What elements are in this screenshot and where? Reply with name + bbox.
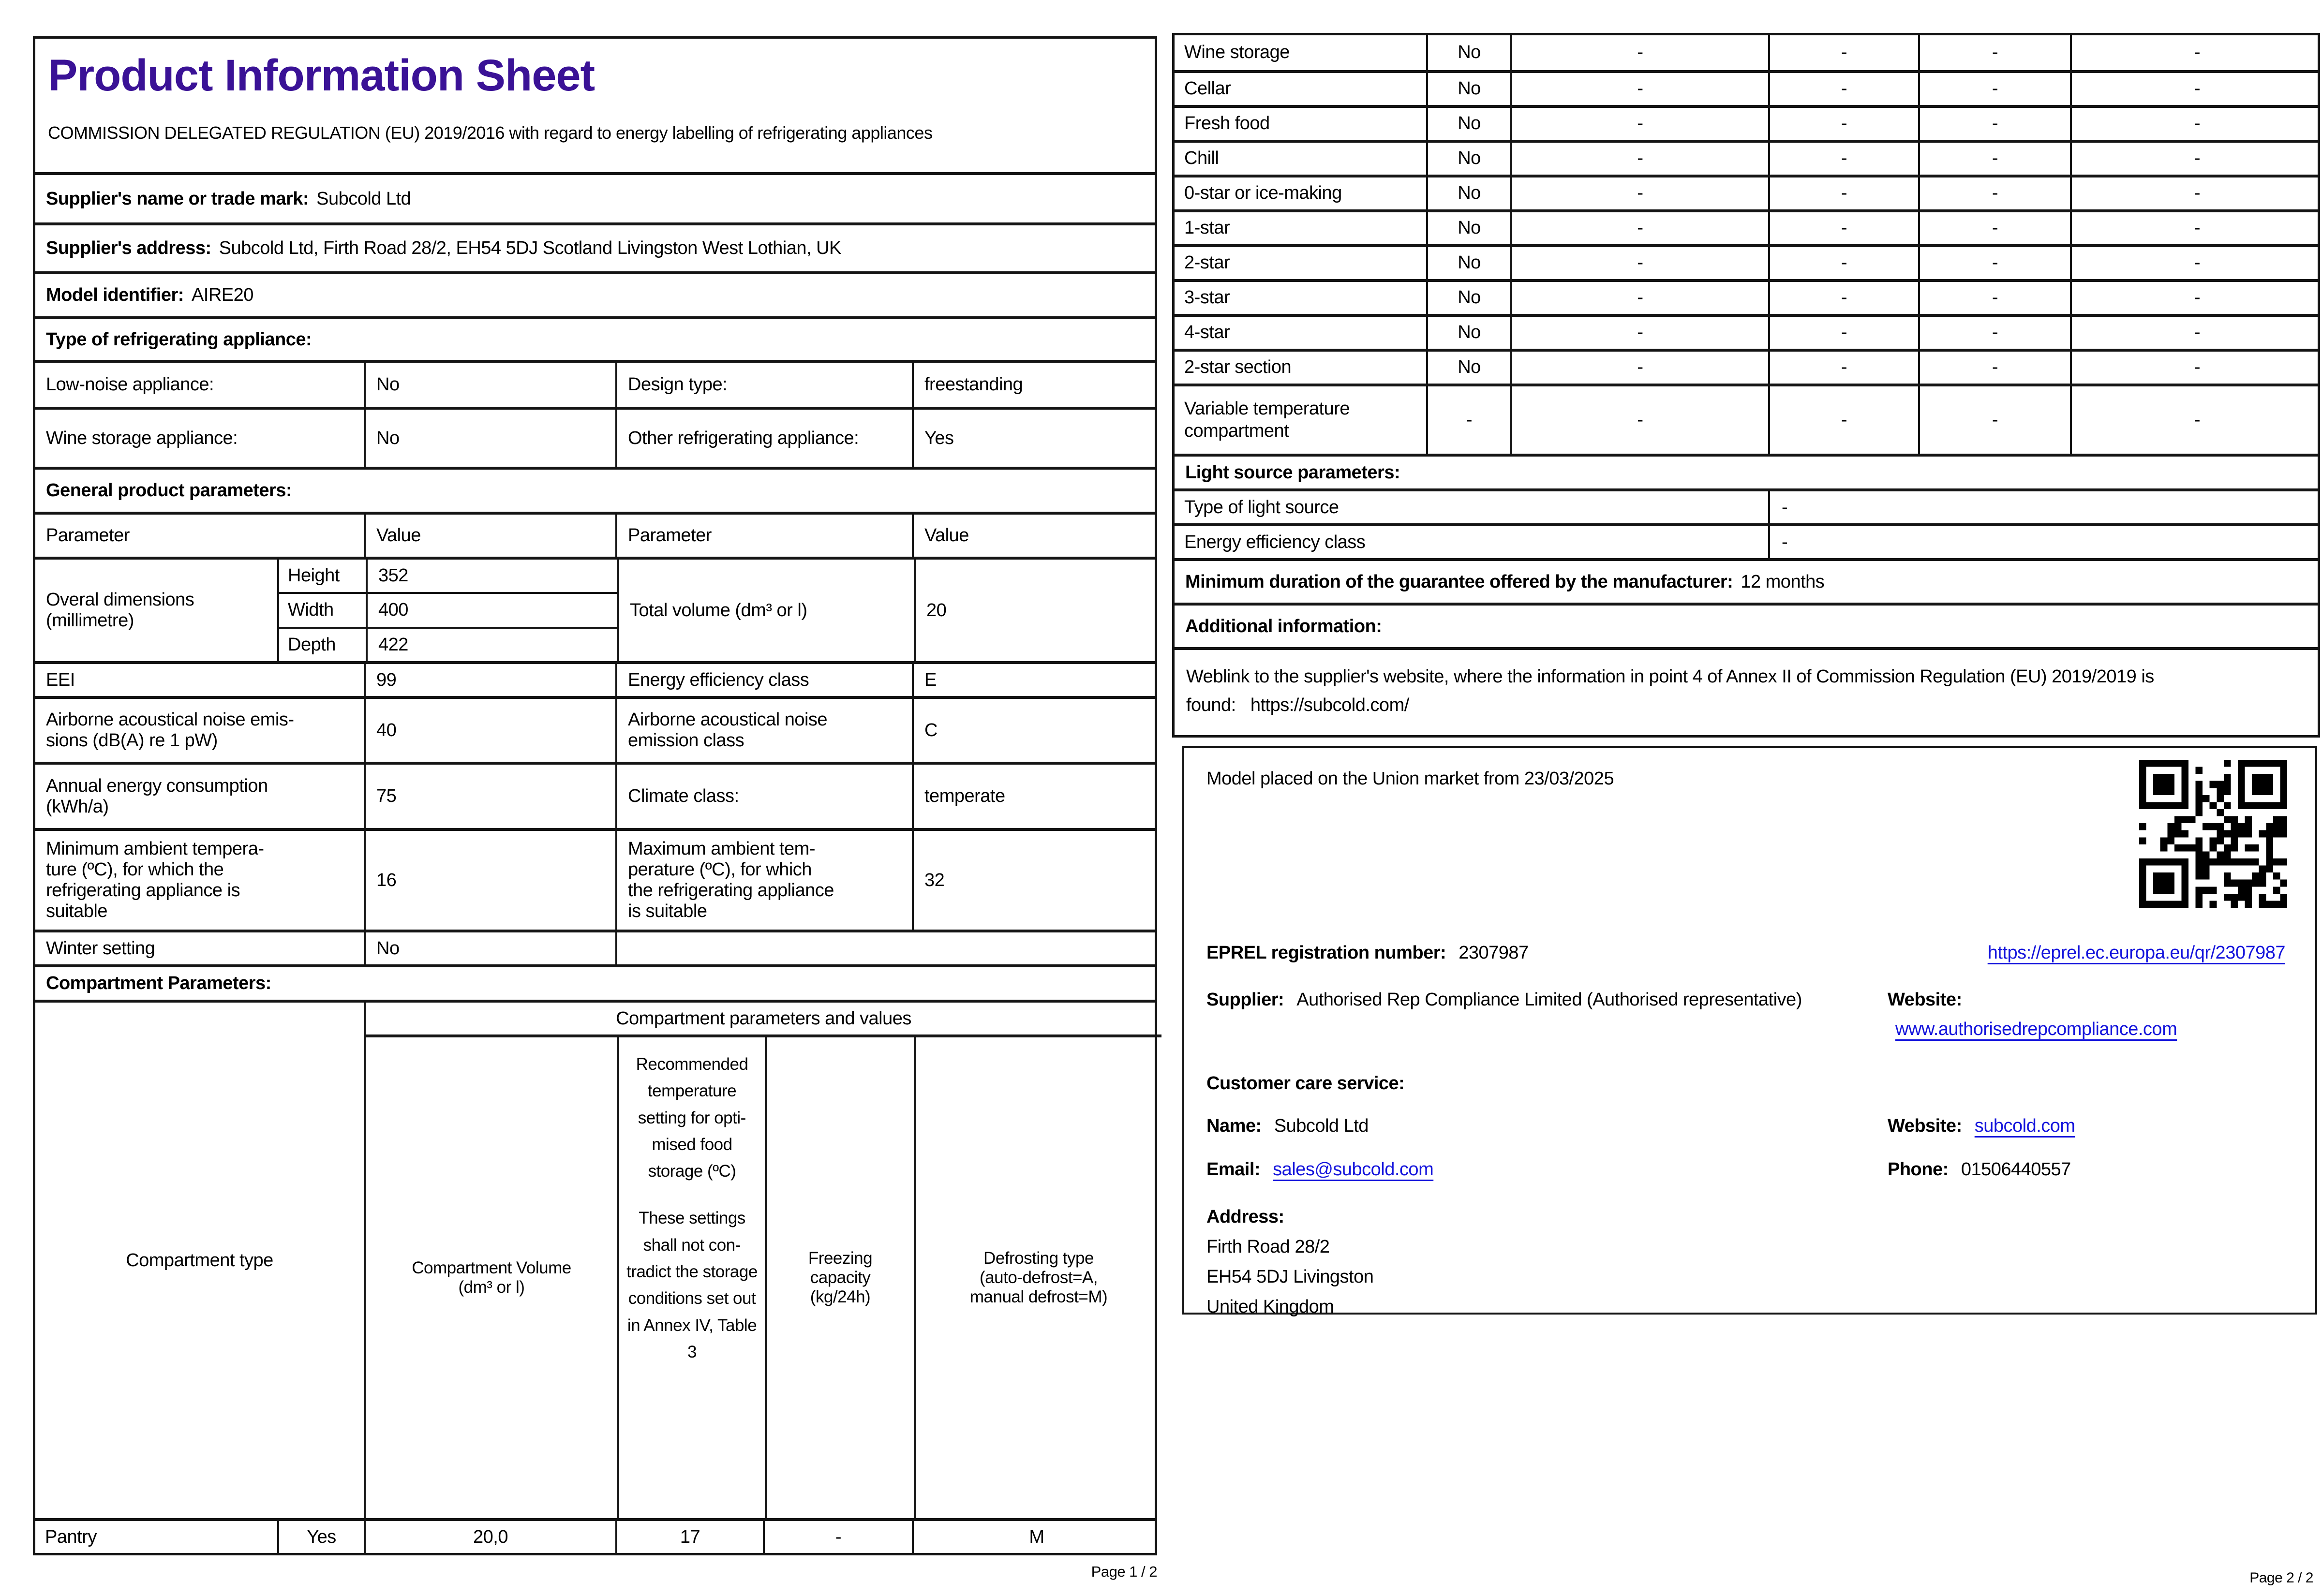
supplier-name-row — [35, 172, 1155, 222]
compartment-row-value: - — [1918, 143, 2070, 175]
noise-row — [35, 696, 1155, 762]
annual-energy-label: Annual energy consumption (kWh/a) — [46, 775, 268, 817]
compartment-temp-header: Recommended temperature setting for optimised food storage (ºC) These settings shall not contradict the storage conditions set out in Annex IV, Table 3 — [617, 1037, 765, 1518]
compartment-header — [35, 1000, 1155, 1518]
phone-label: Phone: — [1888, 1159, 1949, 1180]
dim-width-label: Width — [288, 600, 334, 621]
empty-cell — [615, 932, 1155, 964]
column-header-parameter: Parameter — [46, 525, 130, 546]
compartment-row-value: - — [1510, 352, 1768, 384]
pantry-volume: 20,0 — [364, 1521, 615, 1553]
pantry-present: Yes — [277, 1521, 364, 1553]
noise-class-value: C — [912, 699, 1160, 762]
name-value: Subcold Ltd — [1274, 1116, 1369, 1136]
climate-class-value: temperate — [912, 765, 1160, 828]
design-type-label: Design type: — [615, 363, 912, 407]
table-row — [1175, 244, 2318, 279]
table-row — [1175, 70, 2318, 105]
compartment-row-value: - — [1918, 212, 2070, 244]
light-type-label: Type of light source — [1184, 497, 1339, 517]
table-row — [279, 592, 617, 626]
table-row — [1175, 209, 2318, 244]
table-row — [1175, 140, 2318, 175]
dim-width-value: 400 — [366, 594, 617, 626]
defrosting-type-header: Defrosting type (auto-defrost=A, manual defrost=M) — [914, 1037, 1161, 1518]
regulation-subtitle: COMMISSION DELEGATED REGULATION (EU) 2019/2016 with regard to energy labelling of refrigerating appliances — [48, 122, 933, 143]
table-row — [1175, 349, 2318, 384]
compartment-row-label: 4-star — [1184, 322, 1230, 343]
compartment-row-value: - — [1510, 73, 1768, 105]
compartment-row-value: - — [1768, 108, 1918, 140]
compartment-row-value: - — [1510, 317, 1768, 349]
column-header-parameter: Parameter — [615, 515, 912, 557]
supplier-website — [1888, 985, 2236, 1044]
noise-label: Airborne acoustical noise emissions (dB(A) re 1 pW) — [46, 709, 295, 751]
compartment-row-value: - — [1768, 177, 1918, 209]
compartment-row-value: - — [1918, 282, 2070, 314]
compartment-row-value: No — [1426, 282, 1510, 314]
compartment-row-value: No — [1426, 73, 1510, 105]
compartment-row-value: No — [1426, 352, 1510, 384]
compartment-row-value: - — [1510, 212, 1768, 244]
compartment-row-value: - — [1918, 386, 2070, 454]
winter-setting-label: Winter setting — [46, 938, 155, 959]
compartment-row-value: - — [1918, 177, 2070, 209]
low-noise-row — [35, 360, 1155, 407]
annual-energy-value: 75 — [364, 765, 615, 828]
other-appliance-label: Other refrigerating appliance: — [615, 410, 912, 467]
compartment-row-label: Variable temperature compartment — [1184, 398, 1350, 441]
dim-height-label: Height — [288, 565, 340, 586]
compartment-row-value: No — [1426, 108, 1510, 140]
supplier-name-value: Subcold Ltd — [316, 188, 411, 209]
compartment-volume-header: Compartment Volume (dm³ or l) — [412, 1258, 571, 1297]
min-temp-value: 16 — [364, 831, 615, 930]
compartment-row-value: No — [1426, 247, 1510, 279]
eprel-registration — [1206, 943, 1529, 963]
compartment-row-value: - — [2070, 35, 2322, 70]
low-noise-value: No — [364, 363, 615, 407]
compartment-row-value: - — [1426, 386, 1510, 454]
supplier-info — [1206, 985, 1874, 1015]
guarantee-value: 12 months — [1741, 571, 1825, 592]
model-identifier-row — [35, 271, 1155, 316]
compartment-row-value: - — [2070, 143, 2322, 175]
supplier-value: Authorised Rep Compliance Limited (Authorised representative) — [1296, 990, 1802, 1010]
max-temp-value: 32 — [912, 831, 1160, 930]
compartment-row-value: - — [1510, 143, 1768, 175]
param-header-row — [35, 512, 1155, 557]
type-section-title: Type of refrigerating appliance: — [35, 316, 1155, 360]
table-row — [1175, 105, 2318, 140]
light-class-label: Energy efficiency class — [1184, 532, 1366, 552]
general-section-title: General product parameters: — [35, 467, 1155, 512]
supplier-website-link[interactable]: www.authorisedrepcompliance.com — [1895, 1019, 2177, 1039]
table-row — [1175, 314, 2318, 349]
table-row — [1175, 384, 2318, 454]
additional-info-title: Additional information: — [1175, 603, 2318, 647]
column-header-value: Value — [364, 515, 615, 557]
care-website — [1888, 1116, 2075, 1137]
guarantee-label: Minimum duration of the guarantee offered by the manufacturer: — [1185, 571, 1733, 592]
address-line: United Kingdom — [1206, 1297, 1334, 1317]
compartment-row-label: 1-star — [1184, 218, 1230, 238]
compartment-row-value: - — [2070, 73, 2322, 105]
winter-setting-row — [35, 930, 1155, 964]
other-appliance-value: Yes — [912, 410, 1160, 467]
compartment-row-value: - — [1768, 143, 1918, 175]
guarantee-row — [1175, 558, 2318, 603]
market-date-text: Model placed on the Union market from 23/03/2025 — [1206, 768, 1614, 789]
compartment-row-value: - — [1768, 35, 1918, 70]
model-identifier-label: Model identifier: — [46, 285, 184, 305]
max-temp-label: Maximum ambient temperature (ºC), for which the refrigerating appliance is suitable — [615, 831, 912, 930]
page1-sheet — [33, 36, 1157, 1555]
compartment-row-label: Cellar — [1184, 78, 1231, 99]
climate-class-label: Climate class: — [615, 765, 912, 828]
model-identifier-value: AIRE20 — [191, 285, 253, 305]
compartment-row-value: - — [2070, 352, 2322, 384]
compartment-row-label: 0-star or ice-making — [1184, 183, 1342, 204]
eprel-label: EPREL registration number: — [1206, 943, 1446, 963]
supplier-label: Supplier: — [1206, 990, 1284, 1010]
supplier-name-label: Supplier's name or trade mark: — [46, 188, 309, 209]
compartment-row-value: - — [1510, 177, 1768, 209]
compartment-row-value: - — [1918, 352, 2070, 384]
low-noise-label: Low-noise appliance: — [46, 374, 214, 395]
supplier-address-value: Subcold Ltd, Firth Road 28/2, EH54 5DJ Scotland Livingston West Lothian, UK — [219, 238, 841, 258]
compartment-row-value: - — [1768, 73, 1918, 105]
pantry-defrost: M — [912, 1521, 1160, 1553]
care-name — [1206, 1116, 1369, 1137]
dim-depth-label: Depth — [288, 634, 336, 655]
min-temp-label: Minimum ambient temperature (ºC), for which the refrigerating appliance is suitable — [46, 839, 264, 921]
weblink-text: Weblink to the supplier's website, where the information in point 4 of Annex II of Commission Regulation (EU) 2019/2019 is found: — [1186, 666, 2154, 715]
compartment-row-value: - — [1768, 212, 1918, 244]
care-website-link[interactable]: subcold.com — [1974, 1116, 2075, 1136]
energy-class-value: E — [912, 664, 1160, 696]
table-row — [1175, 175, 2318, 209]
compartment-row-value: No — [1426, 177, 1510, 209]
wine-storage-label: Wine storage appliance: — [46, 428, 238, 448]
table-row — [1175, 35, 2318, 70]
pantry-type: Pantry — [45, 1526, 97, 1547]
column-header-value: Value — [912, 515, 1160, 557]
dim-depth-value: 422 — [366, 629, 617, 661]
pantry-row — [35, 1518, 1155, 1553]
compartment-row-value: No — [1426, 317, 1510, 349]
page-title: Product Information Sheet — [48, 51, 595, 100]
address-line: Firth Road 28/2 — [1206, 1237, 1330, 1257]
compartment-row-value: - — [2070, 386, 2322, 454]
annual-energy-row — [35, 762, 1155, 828]
light-type-row — [1175, 488, 2318, 523]
contact-box — [1182, 746, 2317, 1315]
noise-value: 40 — [364, 699, 615, 762]
pantry-temp: 17 — [615, 1521, 763, 1553]
compartment-row-value: - — [1918, 73, 2070, 105]
wine-storage-value: No — [364, 410, 615, 467]
compartment-type-header: Compartment type — [126, 1250, 273, 1271]
total-volume-value: 20 — [914, 560, 1161, 661]
compartment-row-label: 2-star section — [1184, 357, 1292, 378]
light-class-value: - — [1768, 526, 2318, 558]
wine-storage-row — [35, 407, 1155, 467]
compartment-row-value: - — [1510, 386, 1768, 454]
care-email-link[interactable]: sales@subcold.com — [1273, 1159, 1434, 1180]
supplier-address-row — [35, 222, 1155, 271]
page2-table — [1172, 33, 2320, 738]
compartment-row-value: - — [1768, 317, 1918, 349]
compartment-row-label: Chill — [1184, 148, 1219, 169]
pantry-freezing: - — [763, 1521, 912, 1553]
compartment-section-title: Compartment Parameters: — [35, 964, 1155, 1000]
name-label: Name: — [1206, 1116, 1262, 1136]
light-type-value: - — [1768, 491, 2318, 523]
compartment-span-header: Compartment parameters and values — [366, 1003, 1161, 1037]
noise-class-label: Airborne acoustical noise emission class — [615, 699, 912, 762]
eei-value: 99 — [364, 664, 615, 696]
compartment-row-value: No — [1426, 212, 1510, 244]
website-label: Website: — [1888, 1116, 1962, 1136]
customer-care-title: Customer care service: — [1206, 1073, 1405, 1094]
dimensions-label: Overal dimensions (millimetre) — [46, 590, 194, 631]
design-type-value: freestanding — [912, 363, 1160, 407]
compartment-row-value: - — [2070, 177, 2322, 209]
dimensions-subtable — [277, 560, 617, 661]
phone-value: 01506440557 — [1961, 1159, 2071, 1180]
supplier-address-label: Supplier's address: — [46, 238, 211, 258]
compartment-row-label: Wine storage — [1184, 42, 1290, 63]
table-row — [279, 627, 617, 661]
eprel-value: 2307987 — [1459, 943, 1529, 963]
compartment-row-value: - — [1918, 247, 2070, 279]
light-section-title: Light source parameters: — [1175, 454, 2318, 488]
title-block — [35, 39, 1155, 172]
compartment-row-value: - — [1510, 108, 1768, 140]
compartment-row-value: - — [2070, 247, 2322, 279]
page1-footer: Page 1 / 2 — [1091, 1563, 1157, 1580]
address-line: EH54 5DJ Livingston — [1206, 1267, 1374, 1287]
compartment-row-value: - — [1510, 35, 1768, 70]
compartment-row-value: No — [1426, 35, 1510, 70]
address-label: Address: — [1206, 1207, 1284, 1227]
weblink-row — [1175, 647, 2318, 735]
table-row — [279, 560, 617, 592]
winter-setting-value: No — [364, 932, 615, 964]
dimensions-row — [35, 557, 1155, 661]
dim-height-value: 352 — [366, 560, 617, 592]
compartment-header-right — [364, 1003, 1161, 1518]
eprel-link[interactable]: https://eprel.ec.europa.eu/qr/2307987 — [1987, 943, 2285, 963]
compartment-row-value: - — [2070, 317, 2322, 349]
compartment-row-value: - — [1768, 386, 1918, 454]
compartment-row-value: No — [1426, 143, 1510, 175]
compartment-row-value: - — [1918, 108, 2070, 140]
care-phone — [1888, 1159, 2071, 1180]
compartment-rows — [1175, 35, 2318, 454]
compartment-row-label: 3-star — [1184, 287, 1230, 308]
table-row — [1175, 279, 2318, 314]
freezing-capacity-header: Freezing capacity (kg/24h) — [765, 1037, 914, 1518]
ambient-temp-row — [35, 828, 1155, 930]
eei-label: EEI — [46, 669, 75, 690]
care-address — [1206, 1202, 1373, 1322]
compartment-row-value: - — [1768, 247, 1918, 279]
weblink-url: https://subcold.com/ — [1250, 695, 1409, 715]
compartment-row-value: - — [2070, 108, 2322, 140]
compartment-row-value: - — [1918, 317, 2070, 349]
compartment-column-headers — [366, 1037, 1161, 1518]
website-label: Website: — [1888, 990, 1962, 1010]
energy-class-label: Energy efficiency class — [615, 664, 912, 696]
compartment-row-value: - — [1918, 35, 2070, 70]
total-volume-label: Total volume (dm³ or l) — [617, 560, 914, 661]
compartment-row-value: - — [1510, 247, 1768, 279]
compartment-row-value: - — [1510, 282, 1768, 314]
care-email — [1206, 1159, 1433, 1180]
compartment-row-label: 2-star — [1184, 252, 1230, 273]
compartment-row-value: - — [2070, 212, 2322, 244]
compartment-row-value: - — [1768, 352, 1918, 384]
compartment-row-value: - — [2070, 282, 2322, 314]
compartment-row-value: - — [1768, 282, 1918, 314]
qr-code — [2139, 760, 2287, 908]
email-label: Email: — [1206, 1159, 1261, 1180]
light-class-row — [1175, 523, 2318, 558]
compartment-row-label: Fresh food — [1184, 113, 1270, 134]
eei-row — [35, 661, 1155, 696]
page2-footer: Page 2 / 2 — [2249, 1570, 2313, 1586]
